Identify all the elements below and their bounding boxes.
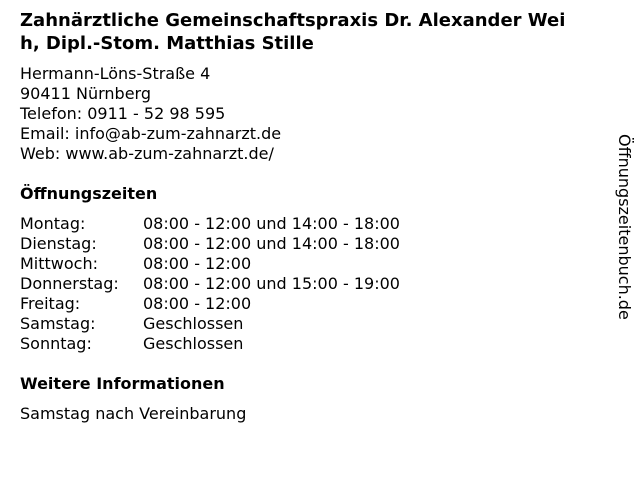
hours-time: Geschlossen: [143, 334, 244, 353]
hours-day: Samstag:: [20, 314, 96, 333]
hours-row-tuesday: [20, 234, 400, 254]
info-text: Samstag nach Vereinbarung: [20, 404, 247, 423]
hours-heading: Öffnungszeiten: [20, 184, 158, 203]
info-heading: Weitere Informationen: [20, 374, 225, 393]
hours-time: 08:00 - 12:00: [143, 294, 252, 313]
hours-time: 08:00 - 12:00: [143, 254, 252, 273]
hours-day: Donnerstag:: [20, 274, 119, 293]
brand-watermark: Öffnungszeitenbuch.de: [615, 134, 634, 320]
hours-row-saturday: [20, 314, 400, 334]
hours-row-thursday: [20, 274, 400, 294]
contact-web: Web: www.ab-zum-zahnarzt.de/: [20, 144, 274, 163]
contact-city: 90411 Nürnberg: [20, 84, 151, 103]
hours-row-wednesday: [20, 254, 400, 274]
hours-row-monday: [20, 214, 400, 234]
hours-day: Sonntag:: [20, 334, 92, 353]
hours-day: Mittwoch:: [20, 254, 98, 273]
contact-street: Hermann-Löns-Straße 4: [20, 64, 211, 83]
hours-day: Dienstag:: [20, 234, 97, 253]
contact-block: [20, 64, 281, 164]
hours-row-sunday: [20, 334, 400, 354]
hours-day: Montag:: [20, 214, 86, 233]
contact-phone: Telefon: 0911 - 52 98 595: [20, 104, 226, 123]
hours-time: Geschlossen: [143, 314, 244, 333]
hours-row-friday: [20, 294, 400, 314]
hours-table: [20, 214, 400, 354]
hours-time: 08:00 - 12:00 und 14:00 - 18:00: [143, 214, 400, 233]
contact-email: Email: info@ab-zum-zahnarzt.de: [20, 124, 282, 143]
practice-name: Zahnärztliche Gemeinschaftspraxis Dr. Alexander Weih, Dipl.-Stom. Matthias Stille: [20, 10, 566, 54]
hours-time: 08:00 - 12:00 und 15:00 - 19:00: [143, 274, 400, 293]
hours-day: Freitag:: [20, 294, 81, 313]
hours-time: 08:00 - 12:00 und 14:00 - 18:00: [143, 234, 400, 253]
